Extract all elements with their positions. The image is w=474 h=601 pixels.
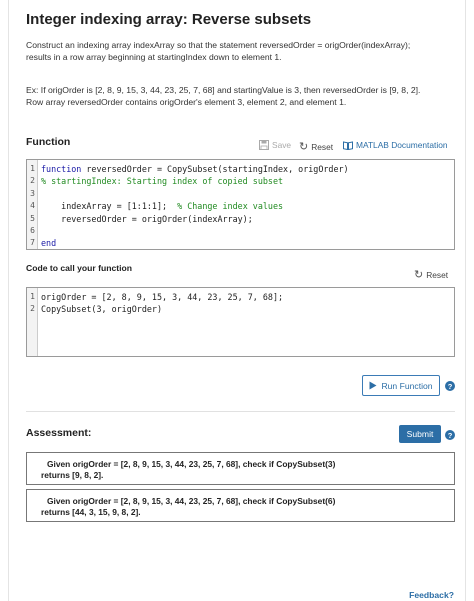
code-line[interactable]: [27, 303, 454, 315]
call-code-editor[interactable]: [26, 287, 455, 357]
reset-icon: ↻: [299, 141, 309, 153]
check-text: returns [9, 8, 2].: [41, 470, 104, 480]
code-body: indexArray = [1:1:1];: [41, 201, 178, 212]
divider: [26, 411, 455, 412]
code-text: origOrder = [2, 8, 9, 15, 3, 44, 23, 25, 7, 68];: [41, 292, 284, 302]
assessment-check: [26, 489, 455, 522]
function-heading: Function: [26, 136, 71, 148]
code-comment: % Change index values: [177, 201, 284, 212]
code-body: reversedOrder = CopySubset(startingIndex, origOrder): [81, 164, 349, 174]
code-text: [41, 163, 349, 175]
page-title: Integer indexing array: Reverse subsets: [26, 11, 312, 28]
code-line[interactable]: [27, 163, 454, 175]
check-text: Given origOrder = [2, 8, 9, 15, 3, 44, 23, 25, 7, 68], check if CopySubset(3): [47, 459, 336, 469]
matlab-documentation-link[interactable]: [343, 140, 448, 150]
assessment-heading: Assessment:: [26, 427, 92, 439]
code-text: [41, 213, 253, 225]
call-reset-button[interactable]: [414, 268, 448, 281]
run-function-label: Run Function: [381, 380, 433, 391]
line-number: 2: [30, 304, 35, 314]
play-icon: [369, 381, 377, 390]
code-text: CopySubset(3, origOrder): [41, 304, 163, 315]
line-number: 5: [30, 213, 35, 223]
line-number: 1: [30, 164, 35, 173]
reset-icon: ↻: [414, 269, 424, 281]
code-line[interactable]: [27, 237, 454, 249]
line-number: 6: [30, 225, 35, 235]
line-number: 2: [30, 176, 35, 186]
feedback-link[interactable]: Feedback?: [409, 590, 454, 600]
run-function-button[interactable]: [362, 375, 440, 396]
check-text: Given origOrder = [2, 8, 9, 15, 3, 44, 23, 25, 7, 68], check if CopySubset(6): [47, 496, 336, 506]
line-number: 4: [30, 201, 35, 211]
code-text: [41, 200, 283, 212]
book-icon: [343, 141, 353, 150]
code-comment: % startingIndex: Starting index of copied subset: [41, 176, 284, 187]
code-line[interactable]: [27, 291, 454, 303]
reset-label: Reset: [426, 269, 449, 280]
code-body: reversedOrder = origOrder(indexArray);: [41, 213, 253, 224]
line-number: 1: [30, 292, 35, 301]
description-line: Construct an indexing array indexArray so that the statement reversedOrder = origOrder(indexArray);: [26, 40, 411, 50]
call-code-heading: Code to call your function: [26, 263, 132, 273]
example-line: Row array reversedOrder contains origOrder's element 3, element 2, and element 1.: [26, 97, 347, 107]
example-description: [26, 84, 446, 108]
submit-help-icon[interactable]: ?: [445, 430, 455, 440]
code-keyword: function: [41, 164, 82, 174]
save-label: Save: [272, 140, 292, 150]
example-line: Ex: If origOrder is [2, 8, 9, 15, 3, 44, 23, 25, 7, 68] and startingValue is 3, then reversedOrder is [9, 8, 2].: [26, 85, 421, 95]
line-number: 3: [30, 188, 35, 198]
code-text: [41, 237, 56, 249]
check-text: returns [44, 3, 15, 9, 8, 2].: [41, 507, 141, 517]
code-line[interactable]: [27, 213, 454, 225]
documentation-label: MATLAB Documentation: [356, 140, 448, 150]
save-button[interactable]: [259, 140, 291, 150]
code-line[interactable]: [27, 225, 454, 237]
line-number: 7: [30, 238, 35, 248]
task-description: [26, 39, 446, 63]
code-line[interactable]: [27, 188, 454, 200]
code-text: [41, 175, 283, 187]
function-code-editor[interactable]: [26, 159, 455, 250]
assessment-check: [26, 452, 455, 485]
code-line[interactable]: [27, 175, 454, 187]
save-icon: [259, 140, 269, 150]
submit-button[interactable]: Submit: [399, 425, 441, 443]
code-keyword: end: [41, 238, 57, 249]
reset-label: Reset: [311, 141, 334, 152]
description-line: results in a row array beginning at startingIndex down to element 1.: [26, 52, 282, 62]
run-help-icon[interactable]: ?: [445, 381, 455, 391]
function-reset-button[interactable]: [299, 140, 333, 153]
code-line[interactable]: [27, 200, 454, 212]
